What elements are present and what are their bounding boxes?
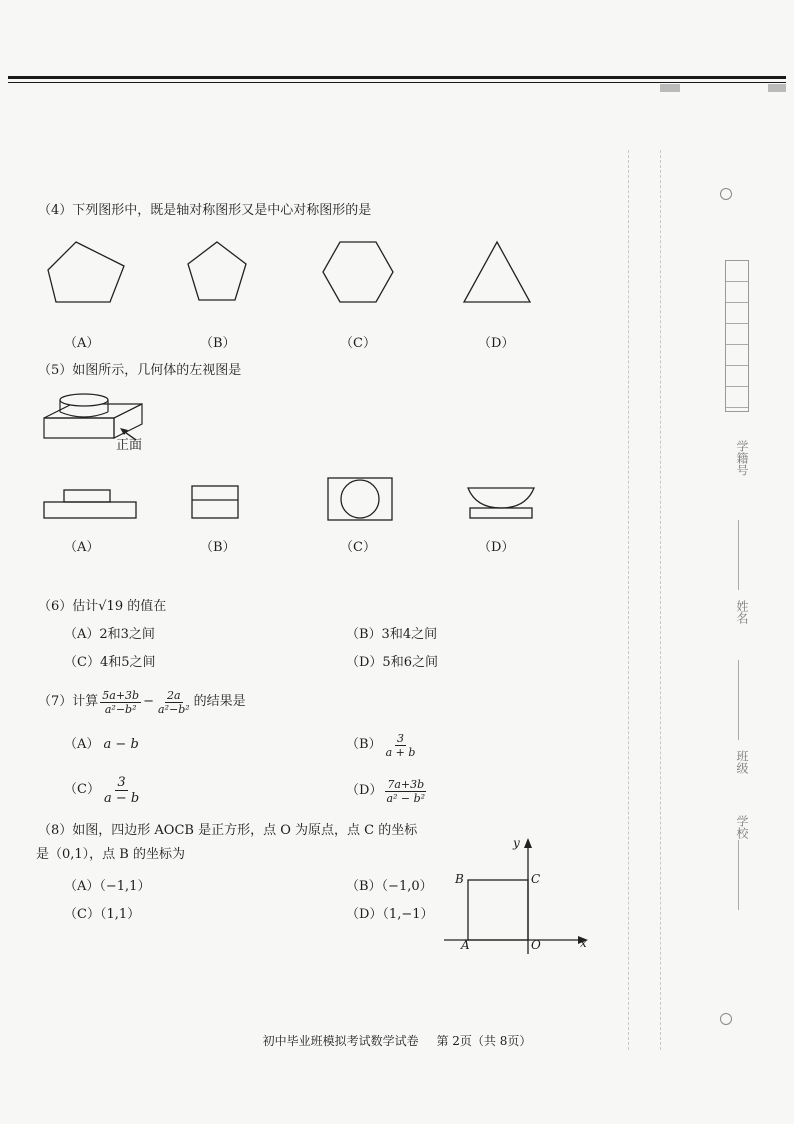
q7-fraction-1-denominator: a²−b² bbox=[104, 702, 137, 716]
q4-option-a[interactable]: （A） bbox=[64, 336, 100, 351]
q7-option-c-label: （C） bbox=[64, 782, 100, 797]
q8-option-c[interactable]: （C）（1,1） bbox=[64, 907, 141, 922]
side-label-name: 姓名 bbox=[735, 600, 749, 624]
q7-stem bbox=[38, 684, 246, 720]
hexagon-shape bbox=[322, 240, 394, 304]
q7-option-d[interactable] bbox=[346, 774, 429, 808]
q7-option-a[interactable] bbox=[64, 736, 139, 754]
q7-option-b-denominator: a + b bbox=[385, 745, 416, 759]
q7-option-b[interactable] bbox=[346, 728, 419, 762]
binding-line bbox=[660, 150, 662, 1050]
footer-page: 第 2页（共 8页） bbox=[436, 1034, 532, 1048]
binding-hole bbox=[720, 188, 732, 200]
view-option-d-shape bbox=[466, 484, 536, 520]
q5-option-b[interactable]: （B） bbox=[200, 540, 236, 555]
q7-option-d-numerator: 7a+3b bbox=[387, 777, 425, 791]
q8-label-o: O bbox=[531, 938, 541, 952]
q7-minus: − bbox=[143, 694, 155, 709]
q6-option-a[interactable]: （A）2和3之间 bbox=[64, 627, 155, 642]
q7-option-a-label: （A） bbox=[64, 737, 100, 752]
scan-mark bbox=[768, 84, 786, 92]
q4-option-c[interactable]: （C） bbox=[340, 336, 376, 351]
q4-stem: （4）下列图形中，既是轴对称图形又是中心对称图形的是 bbox=[38, 203, 372, 218]
binding-hole bbox=[720, 1013, 732, 1025]
q7-option-c-denominator: a − b bbox=[103, 790, 140, 806]
q7-option-d-fraction bbox=[384, 778, 427, 805]
q5-option-c[interactable]: （C） bbox=[340, 540, 376, 555]
q8-label-a: A bbox=[461, 938, 470, 952]
header-rule-thick bbox=[8, 76, 786, 79]
q8-stem-line-1: （8）如图，四边形 AOCB 是正方形，点 O 为原点，点 C 的坐标 bbox=[38, 823, 418, 838]
q7-fraction-2-denominator: a²−b² bbox=[158, 702, 190, 716]
header-rule-thin bbox=[8, 82, 786, 83]
binding-line bbox=[628, 150, 630, 1050]
q7-suffix: 的结果是 bbox=[193, 694, 246, 709]
q8-stem-line-2: 是（0,1），点 B 的坐标为 bbox=[36, 847, 185, 862]
q6-option-c[interactable]: （C）4和5之间 bbox=[64, 655, 156, 670]
q5-stem: （5）如图所示，几何体的左视图是 bbox=[38, 363, 242, 378]
side-label-id: 学籍号 bbox=[735, 440, 749, 476]
field-line bbox=[738, 520, 739, 590]
q7-option-b-label: （B） bbox=[346, 737, 382, 752]
q7-prefix: （7）计算 bbox=[38, 694, 99, 709]
solid-figure bbox=[42, 392, 162, 454]
q7-fraction-1-numerator: 5a+3b bbox=[102, 688, 140, 702]
q4-option-d[interactable]: （D） bbox=[478, 336, 515, 351]
square-aocb bbox=[468, 880, 528, 940]
q7-option-c-numerator: 3 bbox=[117, 774, 126, 790]
q4-option-b[interactable]: （B） bbox=[200, 336, 236, 351]
q6-option-d[interactable]: （D）5和6之间 bbox=[346, 655, 438, 670]
side-label-school: 学校 bbox=[735, 815, 749, 839]
q6-stem: （6）估计√19 的值在 bbox=[38, 599, 167, 614]
view-option-c-shape bbox=[326, 476, 394, 522]
q8-label-x: x bbox=[580, 936, 587, 950]
view-option-b-shape bbox=[190, 484, 240, 520]
field-line bbox=[738, 840, 739, 910]
q8-option-a[interactable]: （A）（−1,1） bbox=[64, 879, 151, 894]
q7-option-c-fraction bbox=[102, 775, 141, 806]
q7-option-a-value: a − b bbox=[103, 737, 139, 752]
front-view-label: 正面 bbox=[116, 438, 143, 453]
q7-fraction-1 bbox=[100, 689, 141, 716]
triangle-shape bbox=[462, 240, 532, 304]
y-axis-arrow-icon bbox=[524, 838, 532, 848]
pentagon-irregular-shape bbox=[46, 240, 126, 304]
exam-number-box bbox=[725, 260, 749, 412]
q8-label-c: C bbox=[531, 872, 541, 886]
q8-label-y: y bbox=[513, 836, 520, 850]
view-option-a-shape bbox=[42, 488, 138, 520]
scan-mark bbox=[660, 84, 680, 92]
q5-option-d[interactable]: （D） bbox=[478, 540, 515, 555]
q7-option-b-numerator: 3 bbox=[396, 731, 404, 745]
footer-title: 初中毕业班模拟考试数学试卷 bbox=[262, 1034, 419, 1048]
page-footer bbox=[0, 1032, 794, 1049]
q5-option-a[interactable]: （A） bbox=[64, 540, 100, 555]
q7-option-d-denominator: a² − b² bbox=[386, 791, 426, 805]
pentagon-regular-shape bbox=[186, 240, 248, 304]
field-line bbox=[738, 660, 739, 740]
q6-option-b[interactable]: （B）3和4之间 bbox=[346, 627, 438, 642]
q8-label-b: B bbox=[455, 872, 464, 886]
q8-option-d[interactable]: （D）（1,−1） bbox=[346, 907, 434, 922]
side-label-class: 班级 bbox=[735, 750, 749, 774]
q7-fraction-2 bbox=[156, 689, 192, 716]
q7-option-d-label: （D） bbox=[346, 783, 383, 798]
q7-option-c[interactable] bbox=[64, 772, 143, 808]
q7-option-b-fraction bbox=[384, 732, 418, 759]
q7-fraction-2-numerator: 2a bbox=[167, 688, 181, 702]
q8-option-b[interactable]: （B）（−1,0） bbox=[346, 879, 433, 894]
